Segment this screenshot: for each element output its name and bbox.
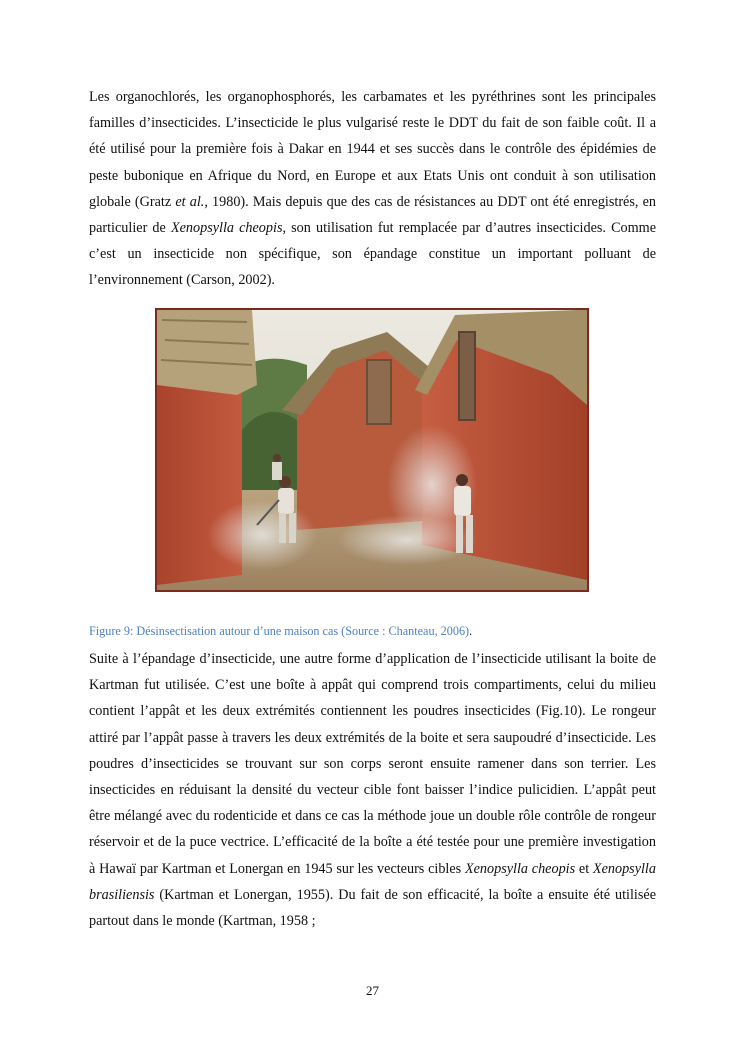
page-number: 27 — [366, 983, 379, 998]
paragraph-1-et-al: et al., — [175, 193, 208, 210]
figure-9-caption — [89, 624, 472, 639]
caption-period: . — [469, 624, 473, 638]
paragraph-2-text-3: (Kartman et Lonergan, 1955). Du fait de son efficacité, la boîte a ensuite été utilisée partout dans le monde (Kartman, 1958 ; — [89, 886, 656, 930]
paragraph-1 — [89, 84, 656, 294]
caption-text: Figure 9: Désinsectisation autour d’une maison cas (Source : Chanteau, 2006) — [89, 624, 470, 638]
figure-9-photo — [155, 308, 589, 592]
paragraph-2-text-1: Suite à l’épandage d’insecticide, une autre forme d’application de l’insecticide utilisant la boite de Kartman fut utilisée. C’est une boîte à appât qui comprend trois compartiments, celui du milieu contient l’appât et les deux extrémités contiennent les poudres insecticides (Fig.10). Le rongeur attiré par l’appât passe à travers les deux extrémités de la boite et sera saupoudré d’insecticide. Les poudres d’insecticides se trouvant sur son corps seront ensuite ramener dans son terrier. Les insecticides en réduisant la densité du vecteur cible font baisser l’indice pulicidien. L’appât peut être mélangé avec du rodenticide et dans ce cas la méthode joue un double rôle contrôle de rongeur réservoir et de la puce vectrice. L’efficacité de la boîte a été testée pour une première investigation à Hawaï par Kartman et Lonergan en 1945 sur les vecteurs cibles — [89, 651, 656, 877]
paragraph-2 — [89, 646, 656, 934]
paragraph-1-text-2: 1980). Mais depuis que des cas de résistances au DDT ont été enregistrés, en particulier de — [89, 193, 656, 237]
paragraph-2-species-2: Xenopsylla brasiliensis — [89, 860, 656, 903]
paragraph-2-text-2: et — [575, 860, 593, 877]
paragraph-1-species: Xenopsylla cheopis — [170, 220, 283, 237]
paragraph-2-species-1: Xenopsylla cheopis — [464, 860, 576, 877]
paragraph-1-text-1: Les organochlorés, les organophosphorés, les carbamates et les pyréthrines sont les principales familles d’insecticides. L’insecticide le plus vulgarisé reste le DDT du fait de son faible coût. Il a été utilisé pour la première fois à Dakar en 1944 et ses succès dans le contrôle des épidémies de peste bubonique en Afrique du Nord, en Europe et aux Etats Unis ont conduit à son utilisation globale (Gratz — [89, 89, 656, 210]
paragraph-1-text-3: , son utilisation fut remplacée par d’autres insecticides. Comme c’est un insecticide non spécifique, son épandage constitue un important polluant de l’environnement (Carson, 2002). — [89, 220, 657, 289]
